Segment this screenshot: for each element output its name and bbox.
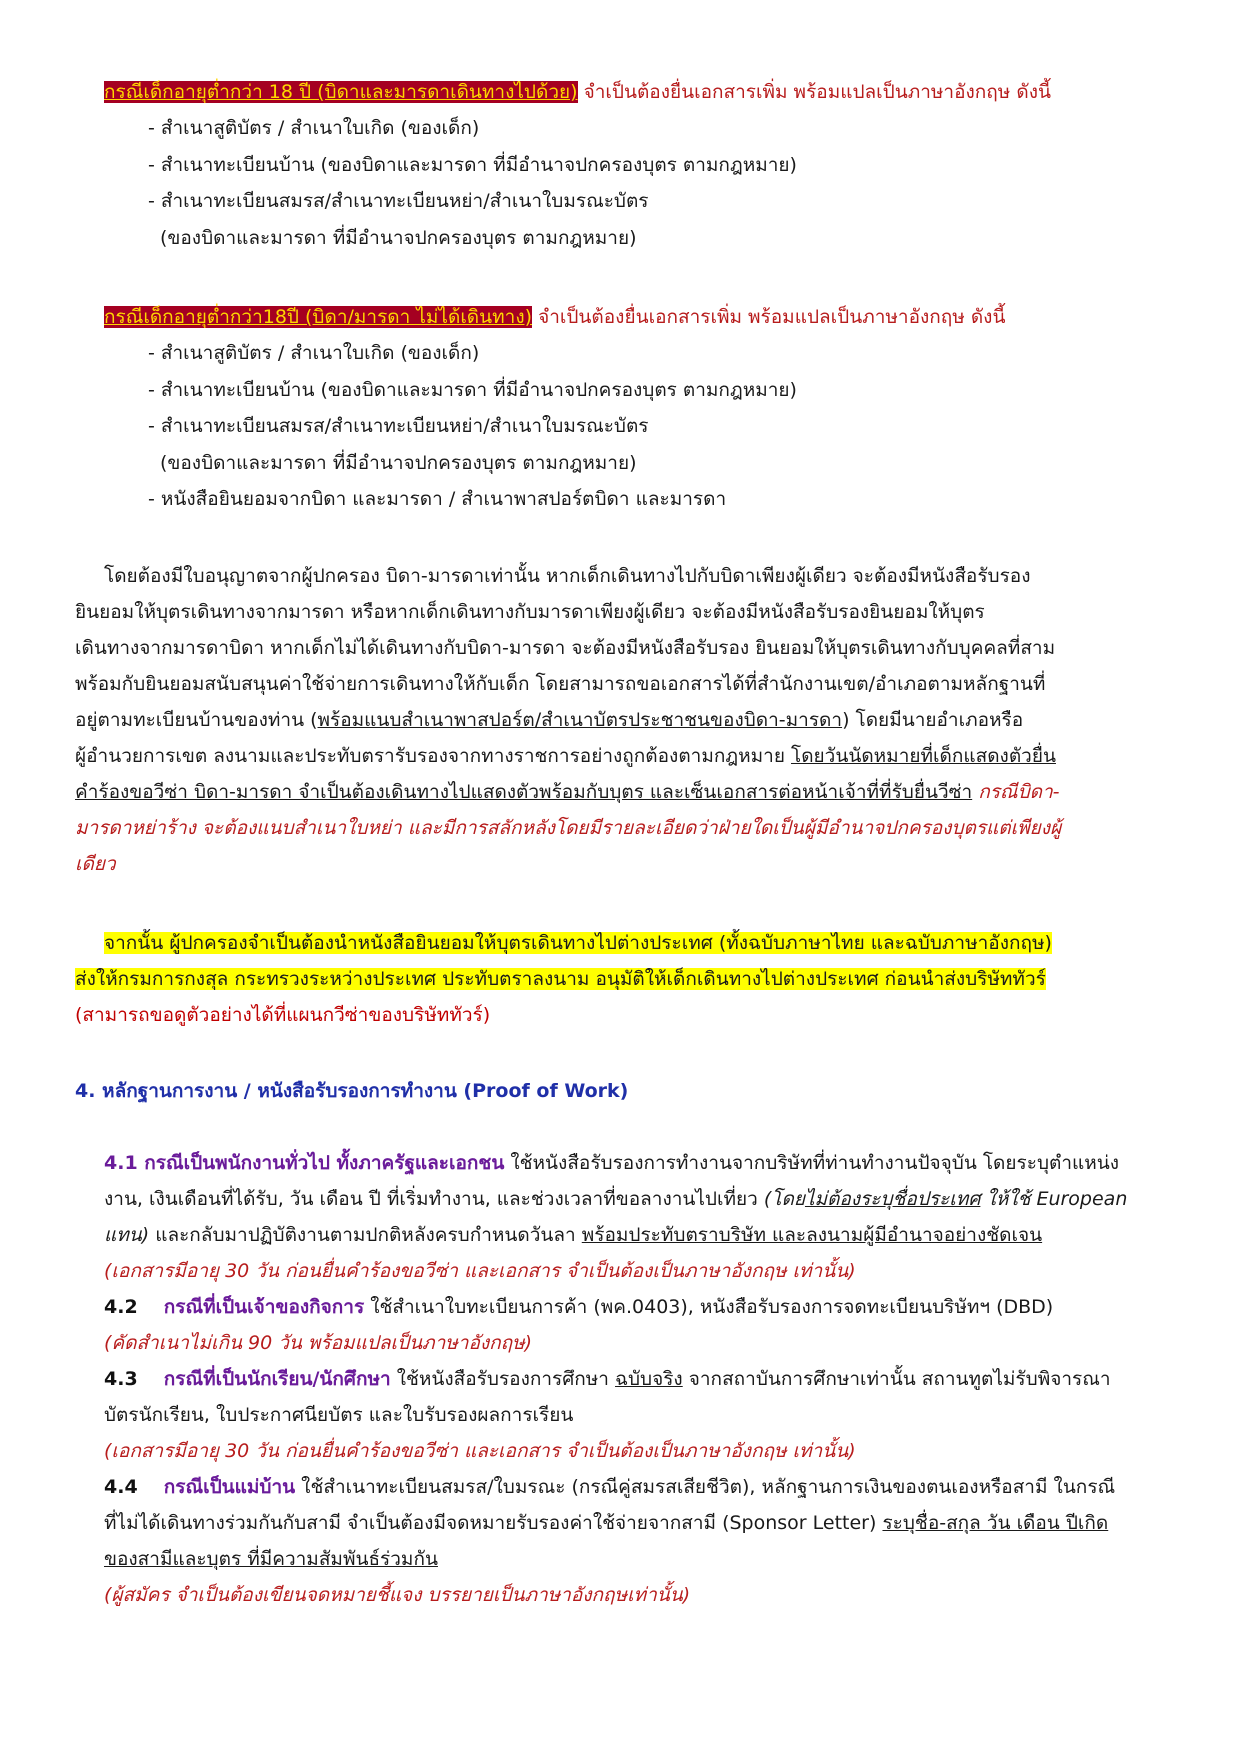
- para1-line-1: โดยต้องมีใบอนุญาตจากผู้ปกครอง บิดา-มารดาเท่านั้น หากเด็กเดินทางไปกับบิดาเพียงผู้เดียว จะต้องมีหนังสือรับรอง: [104, 565, 1031, 587]
- section2-header: [104, 302, 1005, 332]
- para1-line-9: เดียว: [75, 853, 116, 875]
- section1-item-1: - สำเนาสูติบัตร / สำเนาใบเกิด (ของเด็ก): [148, 117, 480, 139]
- para1-line-5-a: อยู่ตามทะเบียนบ้านของท่าน (: [75, 709, 318, 731]
- section1-item-2: - สำเนาทะเบียนบ้าน (ของบิดาและมารดา ที่มีอำนาจปกครองบุตร ตามกฎหมาย): [148, 154, 797, 176]
- section4-1-text-3a: แทน): [104, 1224, 150, 1246]
- section4-4-note: (ผู้สมัคร จำเป็นต้องเขียนจดหมายชี้แจง บรรยายเป็นภาษาอังกฤษเท่านั้น): [104, 1584, 691, 1606]
- section4-1-text-2a: งาน, เงินเดือนที่ได้รับ, วัน เดือน ปี ที่เริ่มทำงาน, และช่วงเวลาที่ขอลางานไปเที่ยว: [104, 1188, 764, 1210]
- section4-title: 4. หลักฐานการงาน / หนังสือรับรองการทำงาน (Proof of Work): [75, 1080, 629, 1102]
- section2-item-5: - หนังสือยินยอมจากบิดา และมารดา / สำเนาพาสปอร์ตบิดา และมารดา: [148, 488, 727, 510]
- section4-3-text-1b: จากสถาบันการศึกษาเท่านั้น สถานทูตไม่รับพิจารณา: [682, 1368, 1111, 1390]
- para1-line-8: มารดาหย่าร้าง จะต้องแนบสำเนาใบหย่า และมีการสลักหลังโดยมีรายละเอียดว่าฝ่ายใดเป็นผู้มีอำนาจปกครองบุตรแต่เพียงผู้: [75, 817, 1062, 839]
- section4-1-label: 4.1 กรณีเป็นพนักงานทั่วไป ทั้งภาครัฐและเอกชน: [104, 1152, 505, 1174]
- para2-line-2: [75, 964, 1046, 994]
- para1-line-5-underlined: พร้อมแนบสำเนาพาสปอร์ต/สำเนาบัตรประชาชนของบิดา-มารดา: [317, 709, 843, 731]
- section4-3-line-2: บัตรนักเรียน, ใบประกาศนียบัตร และใบรับรองผลการเรียน: [104, 1404, 574, 1426]
- section4-4-text-2a: ที่ไม่ได้เดินทางร่วมกันกับสามี จำเป็นต้องมีจดหมายรับรองค่าใช้จ่ายจากสามี (Sponsor Letter): [104, 1512, 883, 1534]
- para1-line-6-underlined: โดยวันนัดหมายที่เด็กแสดงตัวยื่น: [791, 745, 1056, 767]
- para2-line-1-text: จากนั้น ผู้ปกครองจำเป็นต้องนำหนังสือยินยอมให้บุตรเดินทางไปต่างประเทศ (ทั้งฉบับภาษาไทย และฉบับภาษาอังกฤษ): [104, 932, 1052, 954]
- section2-item-1: - สำเนาสูติบัตร / สำเนาใบเกิด (ของเด็ก): [148, 342, 480, 364]
- section1-item-4: (ของบิดาและมารดา ที่มีอำนาจปกครองบุตร ตามกฎหมาย): [160, 227, 637, 249]
- para1-line-7-underlined: คำร้องขอวีซ่า บิดา-มารดา จำเป็นต้องเดินทางไปแสดงตัวพร้อมกับบุตร และเซ็นเอกสารต่อหน้าเจ้าที่ที่รับยื่นวีซ่า: [75, 781, 973, 803]
- para2-line-1: [104, 928, 1052, 958]
- section1-header-highlight: กรณีเด็กอายุต่ำกว่า 18 ปี (บิดาและมารดาเดินทางไปด้วย): [104, 81, 578, 103]
- para2-line-2-text: ส่งให้กรมการกงสุล กระทรวงระหว่างประเทศ ประทับตราลงนาม อนุมัติให้เด็กเดินทางไปต่างประเทศ ก่อนนำส่งบริษัททัวร์: [75, 968, 1046, 990]
- section4-4-text-3u: ของสามีและบุตร ที่มีความสัมพันธ์ร่วมกัน: [104, 1548, 438, 1570]
- section4-4-number: 4.4: [104, 1476, 138, 1498]
- section4-4-text-2u: ระบุชื่อ-สกุล วัน เดือน ปีเกิด: [882, 1512, 1109, 1534]
- para1-line-7: [75, 777, 1060, 807]
- section4-1-text-1: ใช้หนังสือรับรองการทำงานจากบริษัทที่ท่านทำงานปัจจุบัน โดยระบุตำแหน่ง: [504, 1152, 1120, 1174]
- section4-1-text-2c: ไม่ต้องระบุชื่อประเทศ: [804, 1188, 981, 1210]
- section4-1-text-2d: ให้ใช้ European: [980, 1188, 1128, 1210]
- section4-3-note: (เอกสารมีอายุ 30 วัน ก่อนยื่นคำร้องขอวีซ่า และเอกสาร จำเป็นต้องเป็นภาษาอังกฤษ เท่านั้น): [104, 1440, 856, 1462]
- para1-line-6: [75, 741, 1056, 771]
- para1-line-5-b: ) โดยมีนายอำเภอหรือ: [842, 709, 1024, 731]
- para1-line-6-a: ผู้อำนวยการเขต ลงนามและประทับตรารับรองจากทางราชการอย่างถูกต้องตามกฎหมาย: [75, 745, 791, 767]
- section4-2-note: (คัดสำเนาไม่เกิน 90 วัน พร้อมแปลเป็นภาษาอังกฤษ): [104, 1332, 533, 1354]
- para1-line-4: พร้อมกับยินยอมสนับสนุนค่าใช้จ่ายการเดินทางให้กับเด็ก โดยสามารถขอเอกสารได้ที่สำนักงานเขต/อำเภอตามหลักฐานที่: [75, 673, 1046, 695]
- section4-3-label: กรณีที่เป็นนักเรียน/นักศึกษา: [163, 1368, 391, 1390]
- section4-4-text-1: ใช้สำเนาทะเบียนสมรส/ใบมรณะ (กรณีคู่สมรสเสียชีวิต), หลักฐานการเงินของตนเองหรือสามี ในกรณี: [295, 1476, 1116, 1498]
- section2-header-highlight: กรณีเด็กอายุต่ำกว่า18ปี (บิดา/มารดา ไม่ได้เดินทาง): [104, 306, 533, 328]
- section4-2-line-1: [104, 1292, 1053, 1322]
- section1-header: [104, 77, 1051, 107]
- section2-item-3: - สำเนาทะเบียนสมรส/สำเนาทะเบียนหย่า/สำเนาใบมรณะบัตร: [148, 415, 649, 437]
- para2-line-3: (สามารถขอดูตัวอย่างได้ที่แผนกวีซ่าของบริษัททัวร์): [75, 1004, 491, 1026]
- section4-1-text-3c: พร้อมประทับตราบริษัท และลงนามผู้มีอำนาจอย่างชัดเจน: [581, 1224, 1043, 1246]
- section2-item-4: (ของบิดาและมารดา ที่มีอำนาจปกครองบุตร ตามกฎหมาย): [160, 452, 637, 474]
- section4-3-text-1a: ใช้หนังสือรับรองการศึกษา: [390, 1368, 616, 1390]
- section4-2-text: ใช้สำเนาใบทะเบียนการค้า (พค.0403), หนังสือรับรองการจดทะเบียนบริษัทฯ (DBD): [364, 1296, 1054, 1318]
- section4-2-number: 4.2: [104, 1296, 138, 1318]
- para1-line-3: เดินทางจากมารดาบิดา หากเด็กไม่ได้เดินทางกับบิดา-มารดา จะต้องมีหนังสือรับรอง ยินยอมให้บุตรเดินทางกับบุคคลที่สาม: [75, 637, 1056, 659]
- section4-2-label: กรณีที่เป็นเจ้าของกิจการ: [163, 1296, 365, 1318]
- section2-item-2: - สำเนาทะเบียนบ้าน (ของบิดาและมารดา ที่มีอำนาจปกครองบุตร ตามกฎหมาย): [148, 379, 797, 401]
- section4-1-line-2: [104, 1184, 1127, 1214]
- para1-line-7-red: กรณีบิดา-: [972, 781, 1060, 803]
- section4-4-line-2: [104, 1508, 1108, 1538]
- section4-1-text-2b: (โดย: [763, 1188, 805, 1210]
- section4-3-number: 4.3: [104, 1368, 138, 1390]
- section4-3-text-1u: ฉบับจริง: [615, 1368, 683, 1390]
- section4-4-line-3: [104, 1544, 438, 1574]
- section4-4-line-1: [104, 1472, 1115, 1502]
- section4-1-line-3: [104, 1220, 1042, 1250]
- section1-header-rest: จำเป็นต้องยื่นเอกสารเพิ่ม พร้อมแปลเป็นภาษาอังกฤษ ดังนี้: [583, 81, 1051, 103]
- section2-header-rest: จำเป็นต้องยื่นเอกสารเพิ่ม พร้อมแปลเป็นภาษาอังกฤษ ดังนี้: [538, 306, 1006, 328]
- section4-1-note: (เอกสารมีอายุ 30 วัน ก่อนยื่นคำร้องขอวีซ่า และเอกสาร จำเป็นต้องเป็นภาษาอังกฤษ เท่านั้น): [104, 1260, 856, 1282]
- section1-item-3: - สำเนาทะเบียนสมรส/สำเนาทะเบียนหย่า/สำเนาใบมรณะบัตร: [148, 190, 649, 212]
- section4-4-label: กรณีเป็นแม่บ้าน: [163, 1476, 296, 1498]
- para1-line-2: ยินยอมให้บุตรเดินทางจากมารดา หรือหากเด็กเดินทางกับมารดาเพียงผู้เดียว จะต้องมีหนังสือรับรองยินยอมให้บุตร: [75, 601, 985, 623]
- section4-1-text-3b: และกลับมาปฏิบัติงานตามปกติหลังครบกำหนดวันลา: [149, 1224, 582, 1246]
- para1-line-5: [75, 705, 1023, 735]
- section4-1-line-1: [104, 1148, 1119, 1178]
- section4-3-line-1: [104, 1364, 1111, 1394]
